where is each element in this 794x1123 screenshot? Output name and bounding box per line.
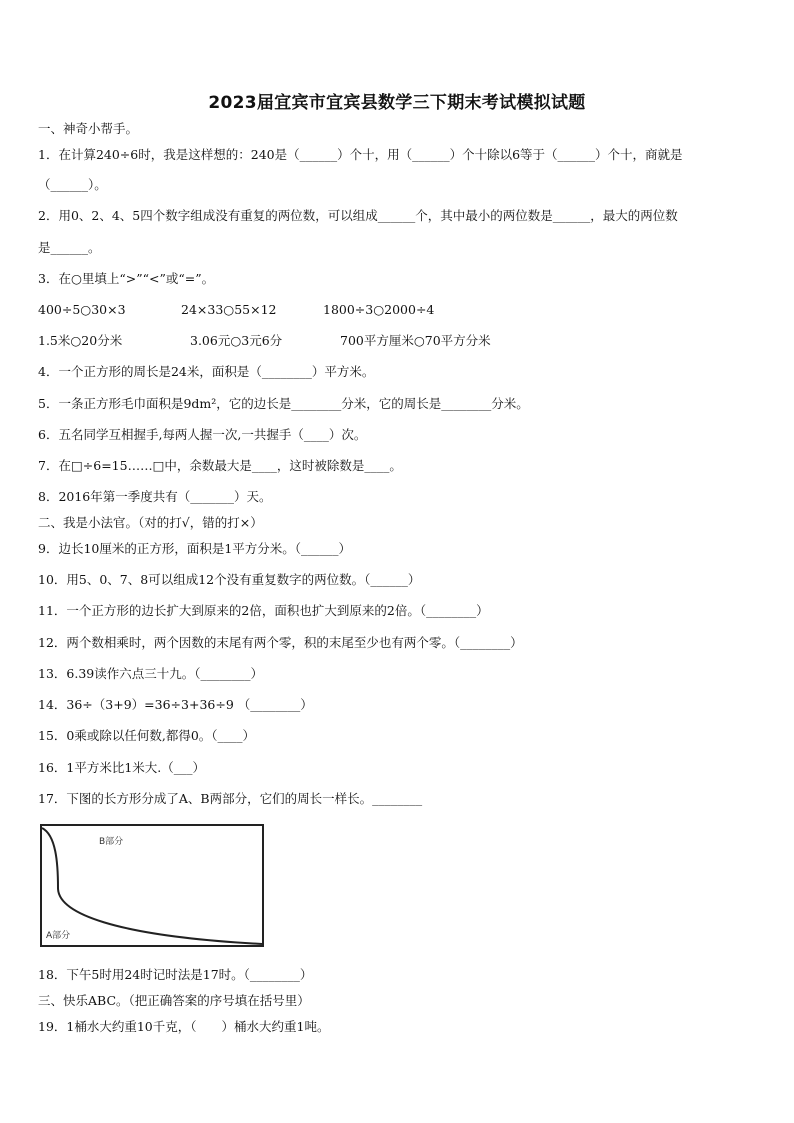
question-8: 8．2016年第一季度共有（_______）天。 bbox=[38, 489, 272, 504]
label-part-b: B部分 bbox=[99, 837, 124, 847]
question-14: 14．36÷（3+9）=36÷3+36÷9 （________） bbox=[38, 697, 313, 712]
question-19: 19．1桶水大约重10千克，（ ）桶水大约重1吨。 bbox=[38, 1019, 330, 1034]
section-1-heading: 一、神奇小帮手。 bbox=[38, 121, 139, 136]
compare-item: 1800÷3○2000÷4 bbox=[323, 302, 435, 317]
compare-item: 400÷5○30×3 bbox=[38, 302, 126, 317]
question-17: 17．下图的长方形分成了A、B两部分，它们的周长一样长。________ bbox=[38, 791, 423, 806]
question-5: 5．一条正方形毛巾面积是9dm²，它的边长是________分米，它的周长是________分米。 bbox=[38, 396, 529, 411]
question-11: 11．一个正方形的边长扩大到原来的2倍，面积也扩大到原来的2倍。（________） bbox=[38, 603, 489, 618]
question-16: 16．1平方米比1米大.（___） bbox=[38, 760, 206, 775]
page-title: 2023届宜宾市宜宾县数学三下期末考试模拟试题 bbox=[208, 93, 586, 113]
question-1-line-2: （______）。 bbox=[38, 177, 107, 192]
compare-item: 1.5米○20分米 bbox=[38, 333, 123, 348]
question-3: 3．在○里填上“>”“<”或“=”。 bbox=[38, 271, 215, 286]
question-2-line-1: 2．用0、2、4、5四个数字组成没有重复的两位数，可以组成______个，其中最小的两位数是______，最大的两位数 bbox=[38, 208, 678, 223]
rectangle-diagram bbox=[38, 823, 268, 949]
section-3-heading: 三、快乐ABC。（把正确答案的序号填在括号里） bbox=[38, 993, 310, 1008]
question-2-line-2: 是______。 bbox=[38, 240, 101, 255]
question-12: 12．两个数相乘时，两个因数的末尾有两个零，积的末尾至少也有两个零。（________） bbox=[38, 635, 523, 650]
question-1-line-1: 1．在计算240÷6时，我是这样想的：240是（______）个十，用（______）个十除以6等于（______）个十，商就是 bbox=[38, 147, 683, 162]
rectangle-figure bbox=[38, 823, 268, 949]
question-7: 7．在□÷6=15……□中，余数最大是____，这时被除数是____。 bbox=[38, 458, 402, 473]
rectangle-outline bbox=[41, 825, 263, 946]
compare-item: 3.06元○3元6分 bbox=[190, 333, 283, 348]
question-4: 4．一个正方形的周长是24米，面积是（________）平方米。 bbox=[38, 364, 375, 379]
question-18: 18．下午5时用24时记时法是17时。（________） bbox=[38, 967, 313, 982]
question-13: 13．6.39读作六点三十九。（________） bbox=[38, 666, 263, 681]
label-part-a: A部分 bbox=[46, 931, 71, 941]
compare-item: 24×33○55×12 bbox=[181, 302, 277, 317]
section-2-heading: 二、我是小法官。（对的打√，错的打×） bbox=[38, 515, 263, 530]
question-10: 10．用5、0、7、8可以组成12个没有重复数字的两位数。（______） bbox=[38, 572, 421, 587]
question-9: 9．边长10厘米的正方形，面积是1平方分米。（______） bbox=[38, 541, 352, 556]
question-15: 15．0乘或除以任何数,都得0。（____） bbox=[38, 728, 256, 743]
compare-item: 700平方厘米○70平方分米 bbox=[340, 333, 491, 348]
question-6: 6．五名同学互相握手,每两人握一次,一共握手（____）次。 bbox=[38, 427, 367, 442]
